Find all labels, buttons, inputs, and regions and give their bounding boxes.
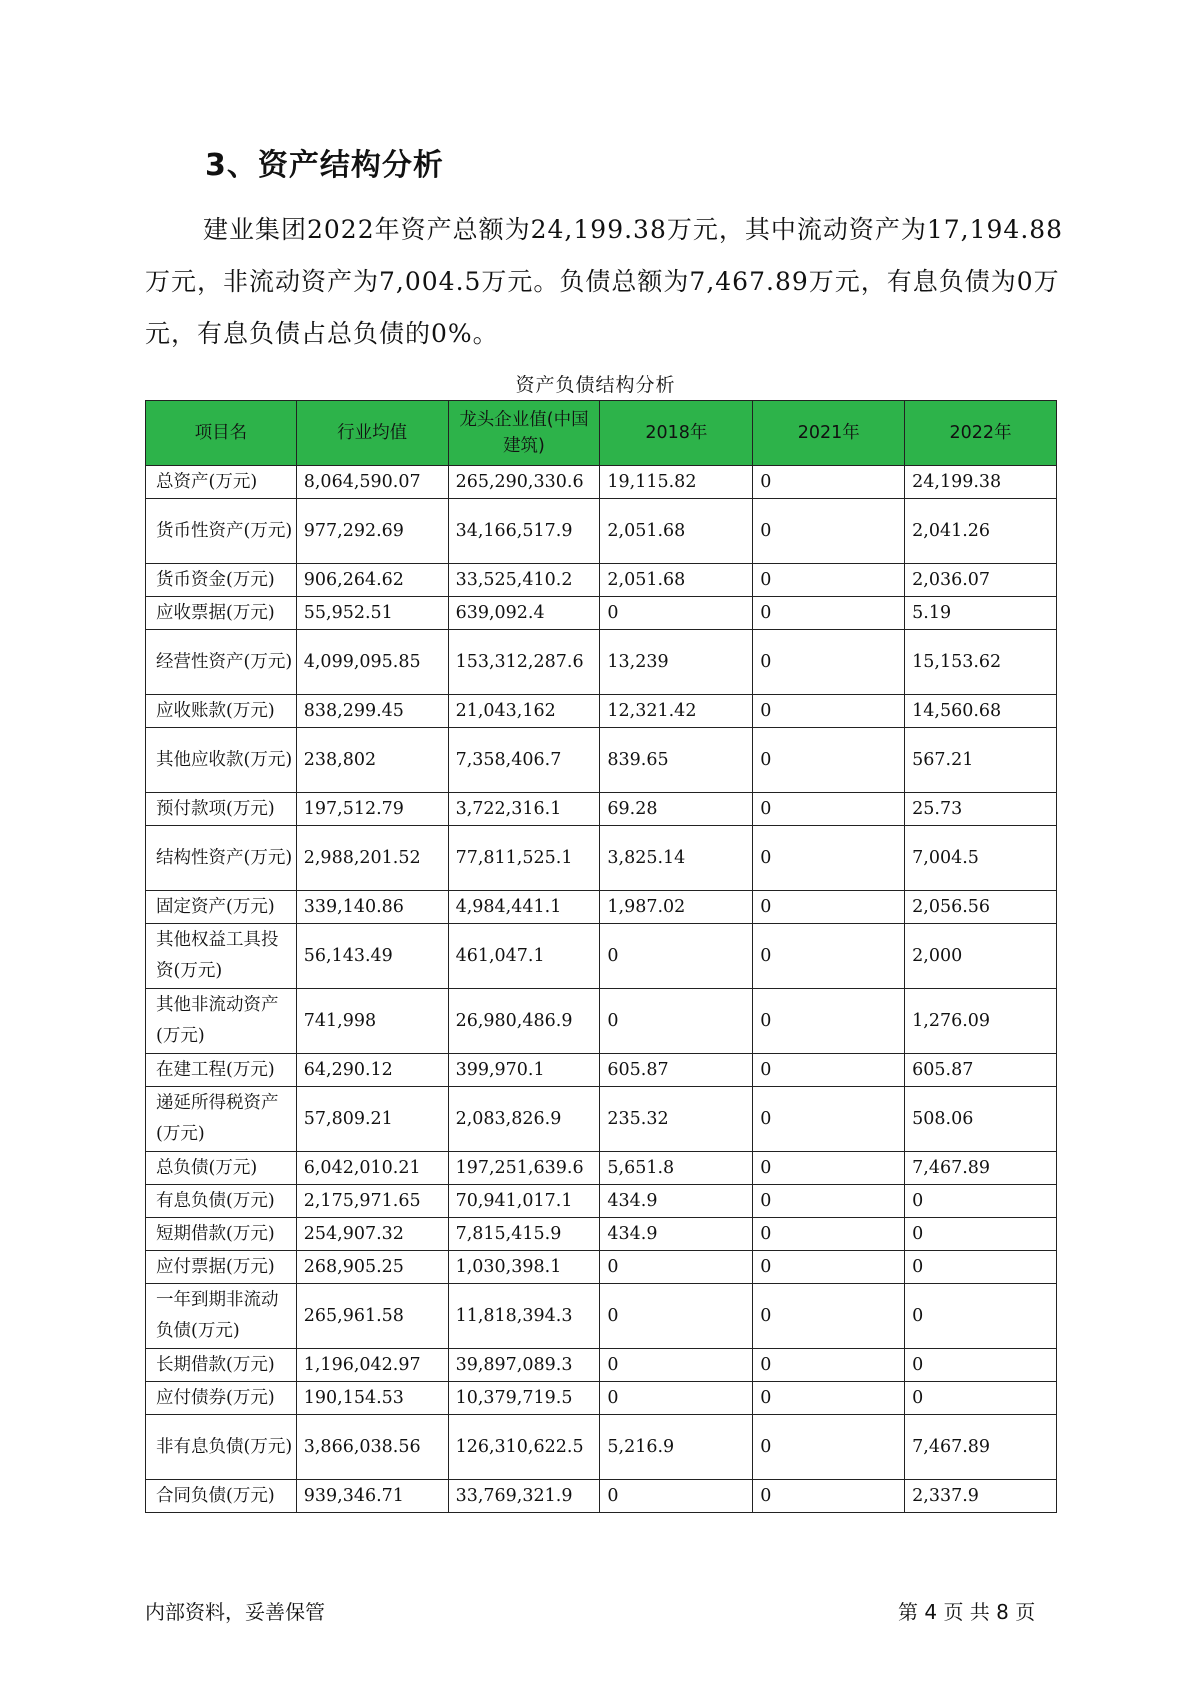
cell-value-2022: 7,004.5 xyxy=(905,826,1057,891)
table-row xyxy=(146,695,1057,728)
table-row xyxy=(146,1480,1057,1513)
table-row xyxy=(146,1415,1057,1480)
row-item-name: 递延所得税资产(万元) xyxy=(146,1087,297,1152)
table-row xyxy=(146,466,1057,499)
table-header-row xyxy=(146,401,1057,466)
cell-industry-avg: 2,988,201.52 xyxy=(296,826,448,891)
cell-value-2021: 0 xyxy=(753,1087,905,1152)
cell-leader-value: 153,312,287.6 xyxy=(448,630,600,695)
summary-paragraph xyxy=(145,204,1085,360)
cell-value-2022: 0 xyxy=(905,1218,1057,1251)
cell-value-2022: 2,041.26 xyxy=(905,499,1057,564)
cell-industry-avg: 1,196,042.97 xyxy=(296,1349,448,1382)
cell-leader-value: 34,166,517.9 xyxy=(448,499,600,564)
cell-value-2022: 7,467.89 xyxy=(905,1152,1057,1185)
row-item-name: 一年到期非流动负债(万元) xyxy=(146,1284,297,1349)
cell-leader-value: 10,379,719.5 xyxy=(448,1382,600,1415)
cell-value-2018: 0 xyxy=(600,1480,753,1513)
cell-value-2018: 2,051.68 xyxy=(600,499,753,564)
row-item-name: 应付票据(万元) xyxy=(146,1251,297,1284)
row-item-name: 经营性资产(万元) xyxy=(146,630,297,695)
row-item-name: 固定资产(万元) xyxy=(146,891,297,924)
table-row xyxy=(146,1349,1057,1382)
cell-value-2021: 0 xyxy=(753,499,905,564)
table-row xyxy=(146,989,1057,1054)
table-row xyxy=(146,793,1057,826)
cell-value-2018: 0 xyxy=(600,1251,753,1284)
cell-value-2021: 0 xyxy=(753,1054,905,1087)
cell-leader-value: 11,818,394.3 xyxy=(448,1284,600,1349)
cell-value-2018: 2,051.68 xyxy=(600,564,753,597)
cell-industry-avg: 741,998 xyxy=(296,989,448,1054)
table-row xyxy=(146,924,1057,989)
cell-industry-avg: 977,292.69 xyxy=(296,499,448,564)
cell-value-2022: 25.73 xyxy=(905,793,1057,826)
row-item-name: 货币资金(万元) xyxy=(146,564,297,597)
cell-leader-value: 639,092.4 xyxy=(448,597,600,630)
cell-value-2022: 567.21 xyxy=(905,728,1057,793)
cell-industry-avg: 238,802 xyxy=(296,728,448,793)
cell-leader-value: 4,984,441.1 xyxy=(448,891,600,924)
cell-industry-avg: 57,809.21 xyxy=(296,1087,448,1152)
row-item-name: 短期借款(万元) xyxy=(146,1218,297,1251)
row-item-name: 应收账款(万元) xyxy=(146,695,297,728)
cell-industry-avg: 6,042,010.21 xyxy=(296,1152,448,1185)
cell-industry-avg: 190,154.53 xyxy=(296,1382,448,1415)
cell-value-2018: 0 xyxy=(600,1349,753,1382)
cell-value-2022: 7,467.89 xyxy=(905,1415,1057,1480)
cell-value-2018: 1,987.02 xyxy=(600,891,753,924)
cell-leader-value: 21,043,162 xyxy=(448,695,600,728)
cell-industry-avg: 64,290.12 xyxy=(296,1054,448,1087)
cell-leader-value: 399,970.1 xyxy=(448,1054,600,1087)
row-item-name: 总负债(万元) xyxy=(146,1152,297,1185)
cell-leader-value: 7,815,415.9 xyxy=(448,1218,600,1251)
header-leader-value: 龙头企业值(中国建筑) xyxy=(448,401,600,466)
cell-value-2022: 5.19 xyxy=(905,597,1057,630)
cell-industry-avg: 55,952.51 xyxy=(296,597,448,630)
cell-value-2021: 0 xyxy=(753,1415,905,1480)
cell-industry-avg: 8,064,590.07 xyxy=(296,466,448,499)
cell-leader-value: 26,980,486.9 xyxy=(448,989,600,1054)
table-row xyxy=(146,826,1057,891)
cell-value-2021: 0 xyxy=(753,1349,905,1382)
cell-value-2021: 0 xyxy=(753,1251,905,1284)
table-row xyxy=(146,1218,1057,1251)
cell-value-2018: 19,115.82 xyxy=(600,466,753,499)
cell-value-2018: 0 xyxy=(600,1382,753,1415)
cell-industry-avg: 838,299.45 xyxy=(296,695,448,728)
row-item-name: 合同负债(万元) xyxy=(146,1480,297,1513)
cell-value-2022: 1,276.09 xyxy=(905,989,1057,1054)
cell-value-2018: 0 xyxy=(600,597,753,630)
cell-value-2021: 0 xyxy=(753,1185,905,1218)
cell-leader-value: 2,083,826.9 xyxy=(448,1087,600,1152)
cell-value-2021: 0 xyxy=(753,826,905,891)
row-item-name: 有息负债(万元) xyxy=(146,1185,297,1218)
cell-value-2021: 0 xyxy=(753,793,905,826)
cell-value-2021: 0 xyxy=(753,1218,905,1251)
cell-value-2022: 15,153.62 xyxy=(905,630,1057,695)
row-item-name: 应收票据(万元) xyxy=(146,597,297,630)
cell-value-2021: 0 xyxy=(753,989,905,1054)
table-body xyxy=(146,466,1057,1513)
cell-value-2022: 508.06 xyxy=(905,1087,1057,1152)
cell-leader-value: 70,941,017.1 xyxy=(448,1185,600,1218)
table-row xyxy=(146,1152,1057,1185)
cell-leader-value: 39,897,089.3 xyxy=(448,1349,600,1382)
cell-value-2021: 0 xyxy=(753,630,905,695)
footer-confidential-note: 内部资料，妥善保管 xyxy=(145,1600,325,1624)
cell-value-2022: 2,036.07 xyxy=(905,564,1057,597)
table-row xyxy=(146,891,1057,924)
cell-industry-avg: 265,961.58 xyxy=(296,1284,448,1349)
row-item-name: 非有息负债(万元) xyxy=(146,1415,297,1480)
cell-value-2018: 0 xyxy=(600,1284,753,1349)
cell-value-2022: 2,337.9 xyxy=(905,1480,1057,1513)
table-row xyxy=(146,564,1057,597)
table-row xyxy=(146,499,1057,564)
cell-value-2018: 434.9 xyxy=(600,1218,753,1251)
cell-value-2018: 69.28 xyxy=(600,793,753,826)
table-row xyxy=(146,1185,1057,1218)
cell-value-2021: 0 xyxy=(753,466,905,499)
cell-industry-avg: 339,140.86 xyxy=(296,891,448,924)
cell-value-2022: 0 xyxy=(905,1284,1057,1349)
cell-industry-avg: 254,907.32 xyxy=(296,1218,448,1251)
cell-value-2021: 0 xyxy=(753,695,905,728)
footer-page-number: 第 4 页 共 8 页 xyxy=(898,1600,1036,1624)
cell-industry-avg: 939,346.71 xyxy=(296,1480,448,1513)
cell-industry-avg: 906,264.62 xyxy=(296,564,448,597)
cell-value-2018: 3,825.14 xyxy=(600,826,753,891)
cell-value-2018: 5,216.9 xyxy=(600,1415,753,1480)
row-item-name: 货币性资产(万元) xyxy=(146,499,297,564)
cell-value-2021: 0 xyxy=(753,1284,905,1349)
cell-value-2018: 605.87 xyxy=(600,1054,753,1087)
row-item-name: 总资产(万元) xyxy=(146,466,297,499)
cell-industry-avg: 4,099,095.85 xyxy=(296,630,448,695)
cell-value-2021: 0 xyxy=(753,924,905,989)
cell-value-2022: 0 xyxy=(905,1185,1057,1218)
cell-industry-avg: 2,175,971.65 xyxy=(296,1185,448,1218)
table-row xyxy=(146,630,1057,695)
table-row xyxy=(146,1251,1057,1284)
cell-value-2021: 0 xyxy=(753,891,905,924)
cell-leader-value: 197,251,639.6 xyxy=(448,1152,600,1185)
cell-value-2022: 0 xyxy=(905,1349,1057,1382)
cell-leader-value: 3,722,316.1 xyxy=(448,793,600,826)
cell-value-2022: 2,056.56 xyxy=(905,891,1057,924)
cell-leader-value: 1,030,398.1 xyxy=(448,1251,600,1284)
cell-value-2018: 0 xyxy=(600,989,753,1054)
table-row xyxy=(146,597,1057,630)
cell-value-2018: 5,651.8 xyxy=(600,1152,753,1185)
row-item-name: 结构性资产(万元) xyxy=(146,826,297,891)
cell-leader-value: 33,525,410.2 xyxy=(448,564,600,597)
cell-value-2022: 0 xyxy=(905,1251,1057,1284)
row-item-name: 在建工程(万元) xyxy=(146,1054,297,1087)
cell-value-2022: 0 xyxy=(905,1382,1057,1415)
cell-value-2018: 434.9 xyxy=(600,1185,753,1218)
row-item-name: 其他权益工具投资(万元) xyxy=(146,924,297,989)
cell-value-2018: 235.32 xyxy=(600,1087,753,1152)
row-item-name: 应付债券(万元) xyxy=(146,1382,297,1415)
header-2022: 2022年 xyxy=(905,401,1057,466)
cell-value-2018: 839.65 xyxy=(600,728,753,793)
row-item-name: 其他非流动资产(万元) xyxy=(146,989,297,1054)
cell-leader-value: 77,811,525.1 xyxy=(448,826,600,891)
cell-value-2021: 0 xyxy=(753,728,905,793)
cell-value-2021: 0 xyxy=(753,597,905,630)
table-caption: 资产负债结构分析 xyxy=(515,374,676,396)
cell-leader-value: 33,769,321.9 xyxy=(448,1480,600,1513)
cell-value-2022: 2,000 xyxy=(905,924,1057,989)
cell-leader-value: 265,290,330.6 xyxy=(448,466,600,499)
header-2018: 2018年 xyxy=(600,401,753,466)
cell-value-2021: 0 xyxy=(753,564,905,597)
cell-leader-value: 7,358,406.7 xyxy=(448,728,600,793)
cell-value-2021: 0 xyxy=(753,1152,905,1185)
table-row xyxy=(146,1087,1057,1152)
cell-value-2022: 14,560.68 xyxy=(905,695,1057,728)
cell-industry-avg: 268,905.25 xyxy=(296,1251,448,1284)
table-row xyxy=(146,1382,1057,1415)
cell-industry-avg: 56,143.49 xyxy=(296,924,448,989)
cell-leader-value: 461,047.1 xyxy=(448,924,600,989)
table-row xyxy=(146,1284,1057,1349)
cell-industry-avg: 197,512.79 xyxy=(296,793,448,826)
cell-value-2022: 605.87 xyxy=(905,1054,1057,1087)
balance-structure-table xyxy=(145,400,1057,1513)
row-item-name: 长期借款(万元) xyxy=(146,1349,297,1382)
cell-leader-value: 126,310,622.5 xyxy=(448,1415,600,1480)
table-row xyxy=(146,728,1057,793)
section-heading: 3、资产结构分析 xyxy=(205,148,444,183)
row-item-name: 预付款项(万元) xyxy=(146,793,297,826)
cell-value-2022: 24,199.38 xyxy=(905,466,1057,499)
cell-industry-avg: 3,866,038.56 xyxy=(296,1415,448,1480)
cell-value-2018: 12,321.42 xyxy=(600,695,753,728)
header-industry-avg: 行业均值 xyxy=(296,401,448,466)
table-row xyxy=(146,1054,1057,1087)
cell-value-2018: 13,239 xyxy=(600,630,753,695)
row-item-name: 其他应收款(万元) xyxy=(146,728,297,793)
cell-value-2018: 0 xyxy=(600,924,753,989)
header-2021: 2021年 xyxy=(753,401,905,466)
cell-value-2021: 0 xyxy=(753,1480,905,1513)
cell-value-2021: 0 xyxy=(753,1382,905,1415)
summary-text: 建业集团2022年资产总额为24,199.38万元，其中流动资产为17,194.88万元，非流动资产为7,004.5万元。负债总额为7,467.89万元，有息负债为0万元，有息负债占总负债的0%。 xyxy=(145,215,1064,348)
header-item-name: 项目名 xyxy=(146,401,297,466)
